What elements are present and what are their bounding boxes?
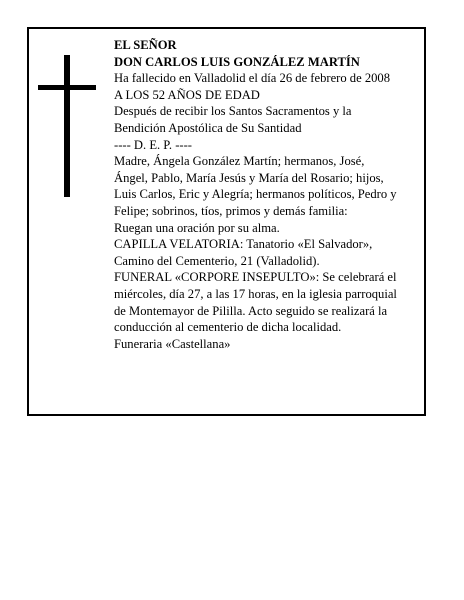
sacraments-line-1: Después de recibir los Santos Sacramentos y la — [114, 104, 352, 119]
sacraments-line-2: Bendición Apostólica de Su Santidad — [114, 120, 302, 135]
family-line-1: Madre, Ángela González Martín; hermanos, José, — [114, 154, 365, 169]
funeral-line-1: FUNERAL «CORPORE INSEPULTO»: Se celebrará el — [114, 270, 397, 285]
family-line-2: Ángel, Pablo, María Jesús y María del Rosario; hijos, — [114, 170, 384, 185]
age-line: A LOS 52 AÑOS DE EDAD — [114, 87, 260, 102]
title-line: EL SEÑOR — [114, 38, 177, 52]
cross-icon-bar — [38, 85, 96, 90]
chapel-line-2: Camino del Cementerio, 21 (Valladolid). — [114, 253, 320, 268]
funeral-line-2: miércoles, día 27, a las 17 horas, en la iglesia parroquial — [114, 286, 397, 301]
rip-line: ---- D. E. P. ---- — [114, 137, 192, 152]
chapel-line-1: CAPILLA VELATORIA: Tanatorio «El Salvador», — [114, 237, 373, 252]
funeral-line-4: conducción al cementerio de dicha localidad. — [114, 320, 342, 335]
family-line-4: Felipe; sobrinos, tíos, primos y demás familia: — [114, 203, 348, 218]
death-line: Ha fallecido en Valladolid el día 26 de febrero de 2008 — [114, 71, 391, 86]
obituary-text — [114, 37, 426, 352]
funeral-line-3: de Montemayor de Pililla. Acto seguido se realizará la — [114, 303, 388, 318]
prayer-line: Ruegan una oración por su alma. — [114, 220, 280, 235]
funeral-home-line: Funeraria «Castellana» — [114, 336, 231, 351]
family-line-3: Luis Carlos, Eric y Alegría; hermanos políticos, Pedro y — [114, 187, 397, 202]
deceased-name: DON CARLOS LUIS GONZÁLEZ MARTÍN — [114, 54, 360, 69]
cross-icon — [64, 55, 70, 197]
